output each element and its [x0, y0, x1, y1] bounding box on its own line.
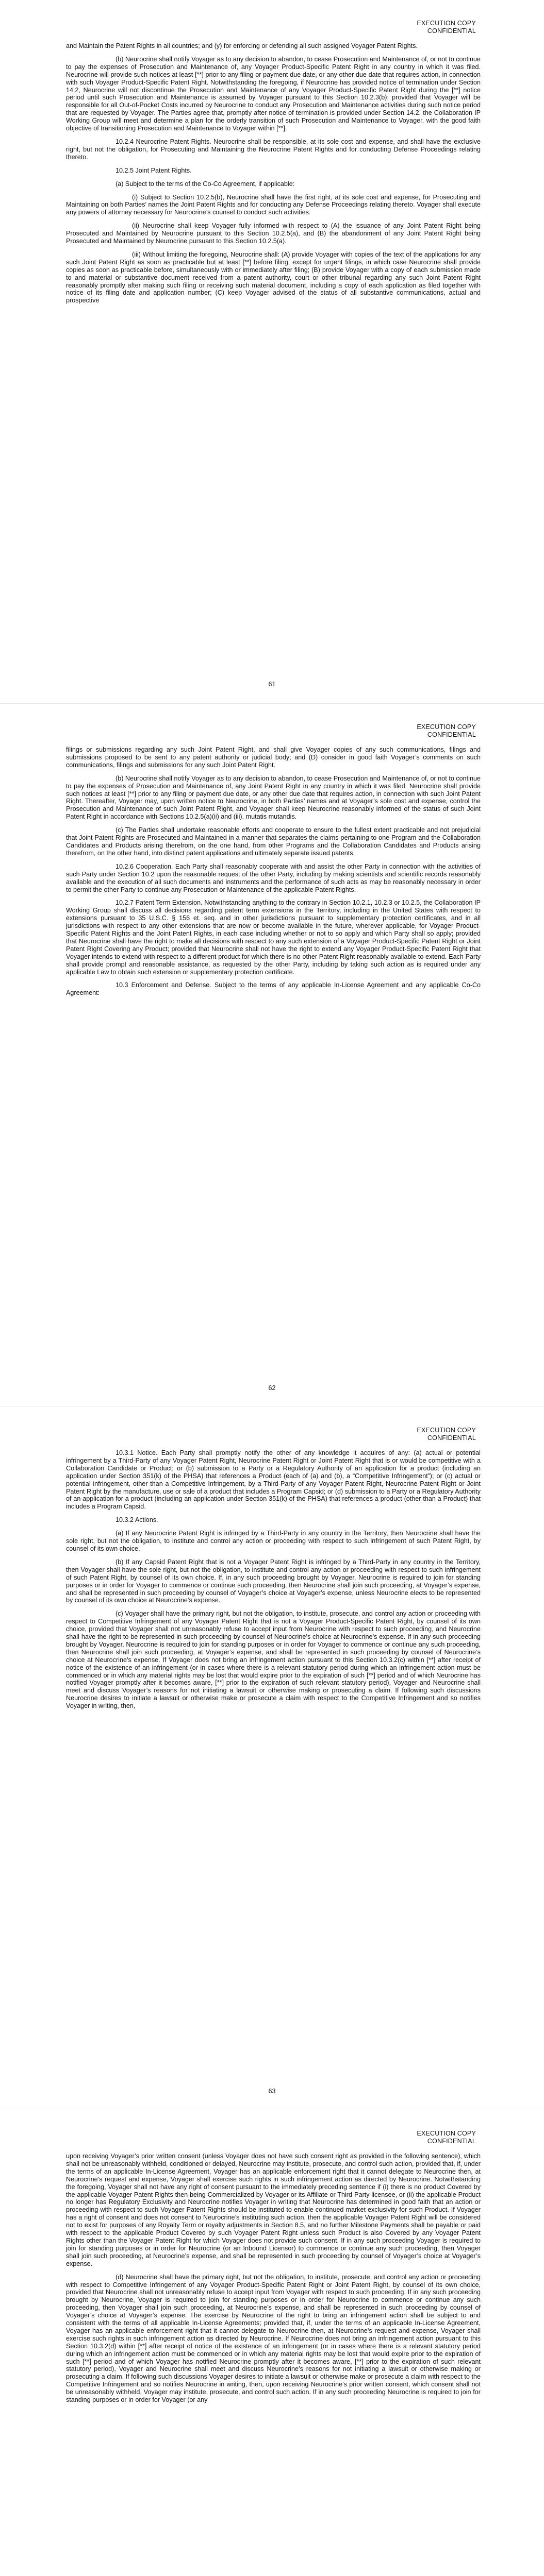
document-page-62: [0, 703, 544, 1407]
paragraph: (a) Subject to the terms of the Co-Co Agreement, if applicable:: [116, 180, 295, 188]
page-body: [66, 42, 481, 310]
paragraph: (iii) Without limiting the foregoing, Neurocrine shall: (A) provide Voyager with copies of the text of the applications for any such Joint Patent Right as soon as practicable but at least [**] before filing, except for urgent filings, in which case Neurocrine shall provide copies as soon as practicable before, simultaneously with or immediately after filing; (B) provide Voyager with a copy of each submission made to and material or substantive document received from a patent authority, court or other tribunal regarding any such Joint Patent Right reasonably promptly after making such filing or receiving such material document, including a copy of each application as filed together with notice of its filing date and application number; (C) keep Voyager advised of the status of all substantive communications, actual and prospective: [66, 250, 481, 304]
page-body: [66, 746, 481, 1003]
page-number: 61: [268, 681, 276, 688]
paragraph: (b) Neurocrine shall notify Voyager as to any decision to abandon, to cease Prosecution and Maintenance of, or not to continue to pay the expenses of Prosecution and Maintenance of, any Voyager Product-Specific Patent Right in any country in which it was filed. Neurocrine will provide such notices at least [**] prior to any filing or payment due date, or any other due date that requires action, in connection with such Voyager Product-Specific Patent Right. Notwithstanding the foregoing, if Neurocrine has provided notice of termination under Section 14.2, Neurocrine will not discontinue the Prosecution and Maintenance of any Voyager Product-Specific Patent Right during the [**] notice period until such Prosecution and Maintenance is assumed by Voyager pursuant to this Section 10.2.3(b); provided that Voyager will be responsible for all Out-of-Pocket Costs incurred by Neurocrine to conduct any Prosecution and Maintenance activities during such notice period that are requested by Voyager. The Parties agree that, promptly after notice of termination is provided under Section 14.2, the Collaboration IP Working Group will meet and determine a plan for the orderly transition of such Prosecution and Maintenance to Voyager, with the good faith objective of transitioning Prosecution and Maintenance to Voyager within [**].: [66, 55, 481, 132]
header-execution-copy: EXECUTION COPY: [417, 1427, 476, 1434]
page-header: [417, 20, 476, 35]
section-heading: 10.3 Enforcement and Defense. Subject to the terms of any applicable In-License Agreement and any applicable Co-Co Agreement:: [66, 981, 481, 997]
paragraph: 10.2.7 Patent Term Extension. Notwithstanding anything to the contrary in Section 10.2.1, 10.2.3 or 10.2.5, the Collaboration IP Working Group shall discuss all decisions regarding patent term extensions in the Territory, including in the United States with respect to extensions pursuant to 35 U.S.C. § 156 et. seq. and in other jurisdictions pursuant to supplementary protection certificates, and in all jurisdictions with respect to any other extensions that are now or become available in the future, wherever applicable, for Voyager Product-Specific Patent Rights and the Joint Patent Rights, in each case including whether or not to so apply and which Party shall so apply; provided that Neurocrine shall have the right to make all decisions with respect to any such extension of a Voyager Product-Specific Patent Right or Joint Patent Right Covering any Product; provided that Neurocrine shall not have the right to extend any Voyager Product-Specific Patent Right that Voyager intends to extend with respect to a different product for which there is no other Patent Right reasonably available to extend. Each Party shall provide prompt and reasonable assistance, as requested by the other Party, including by taking such action as is required under any applicable Law to obtain such extension or supplementary protection certificate.: [66, 899, 481, 976]
paragraph: (c) Voyager shall have the primary right, but not the obligation, to institute, prosecute, and control any action or proceeding with respect to Competitive Infringement of any Voyager Patent Right that is not a Voyager Product-Specific Patent Right, by counsel of its own choice, provided that Voyager shall not unreasonably refuse to accept input from Neurocrine with respect to such proceeding, and Neurocrine shall have the right to be represented in such proceeding by counsel of Neurocrine’s choice at Neurocrine’s expense. If in any such proceeding brought by Voyager, Neurocrine is required to join for standing purposes or in order for Voyager to commence or continue any such proceeding, then Neurocrine shall join such proceeding, at Voyager’s expense, and shall be represented in such proceeding by counsel of Neurocrine’s choice at Neurocrine’s expense. If Voyager does not bring an infringement action pursuant to this Section 10.3.2(c) within [**] after receipt of notice of the existence of an infringement (or in cases where there is a relevant statutory period during which an infringement action must be commenced or in which any material rights may be lost that would expire prior to the expiration of such [**] period and of which Neurocrine has notified Voyager promptly after it becomes aware, [**] prior to the expiration of such relevant statutory period), Voyager and Neurocrine shall meet and discuss Voyager’s reasons for not initiating a lawsuit or otherwise making or prosecuting a claim. If following such discussions Neurocrine desires to initiate a lawsuit or otherwise make or prosecute a claim with respect to the Competitive Infringement and so notifies Voyager in writing, then,: [66, 1610, 481, 1710]
header-execution-copy: EXECUTION COPY: [417, 20, 476, 27]
header-confidential: CONFIDENTIAL: [427, 2138, 476, 2145]
page-number: 63: [268, 2088, 276, 2095]
paragraph: 10.3.1 Notice. Each Party shall promptly notify the other of any knowledge it acquires of any: (a) actual or potential infringement by a Third-Party of any Voyager Patent Right, Neurocrine Patent Right or Joint Patent Right that is or would be competitive with a Collaboration Candidate or Product; or (b) submission to a Party or a Regulatory Authority of an application for a product (including an application under Section 351(k) of the PHSA) that references a Product (each of (a) and (b), a “Competitive Infringement”); or (c) actual or potential infringement, other than a Competitive Infringement, by a Third-Party of any Voyager Patent Right, Neurocrine Patent Right or Joint Patent Right by the manufacture, use or sale of a product that includes a Program Capsid; or (d) submission to a Party or a Regulatory Authority of an application for a product (including an application under Section 351(k) of the PHSA) that references a product (other than a Product) that includes a Program Capsid.: [66, 1449, 481, 1511]
page-header: [417, 2130, 476, 2145]
paragraph: (b) Neurocrine shall notify Voyager as to any decision to abandon, to cease Prosecution and Maintenance of, or not to continue to pay the expenses of Prosecution and Maintenance of, any Joint Patent Right in any country in which it was filed. Neurocrine shall provide such notices at least [**] prior to any filing or payment due date, or any other due date that requires action, in connection with such Joint Patent Right. Thereafter, Voyager may, upon written notice to Neurocrine, in both Parties’ names and at Voyager’s sole cost and expense, control the Prosecution and Maintenance of such Joint Patent Right, and Voyager shall keep Neurocrine reasonably informed of the status of such Joint Patent Right in accordance with Sections 10.2.5(a)(ii) and (iii), mutatis mutandis.: [66, 774, 481, 821]
paragraph: and Maintain the Patent Rights in all countries; and (y) for enforcing or defending all such assigned Voyager Patent Rights.: [66, 42, 418, 49]
paragraph: (i) Subject to Section 10.2.5(b), Neurocrine shall have the first right, at its sole cost and expense, for Prosecuting and Maintaining on both Parties’ names the Joint Patent Rights and for conducting any Defense Proceedings relating thereto. Voyager shall execute any powers of attorney necessary for Neurocrine’s counsel to conduct such activities.: [66, 193, 481, 216]
paragraph: (a) If any Neurocrine Patent Right is infringed by a Third-Party in any country in the Territory, then Neurocrine shall have the sole right, but not the obligation, to institute and control any action or proceeding with respect to such infringement of such Patent Right, by counsel of its own choice.: [66, 1530, 481, 1552]
paragraph: upon receiving Voyager’s prior written consent (unless Voyager does not have such consent right as provided in the following sentence), which shall not be unreasonably withheld, conditioned or delayed, Neurocrine may institute, prosecute, and control such action, provided that, if, under the terms of an applicable In-License Agreement, Voyager has an applicable enforcement right that it cannot delegate to Neurocrine then, at Neurocrine’s request and expense, Voyager shall exercise such rights in such infringement action as directed by Neurocrine. Notwithstanding the foregoing, Voyager shall not have any right of consent pursuant to the immediately preceding sentence if (i) there is no product Covered by the applicable Voyager Patent Rights then being Commercialized by Voyager or its Affiliate or Third-Party licensee, or (ii) the applicable Product no longer has Regulatory Exclusivity and Neurocrine notifies Voyager in writing that Neurocrine has determined in good faith that an action or proceeding with respect to such Voyager Patent Rights should be instituted to enable continued market exclusivity for such Product. If Voyager has a right of consent and does not consent to Neurocrine’s instituting such action, then the applicable Voyager Patent Right will be considered not to exist for purposes of any Royalty Term or royalty adjustments in Section 8.5, and no further Milestone Payments shall be payable or paid with respect to the applicable Product Covered by such Voyager Patent Right unless such Product is also Covered by any Voyager Patent Rights other than the Voyager Patent Right for which Voyager does not provide such consent. If in any such proceeding Voyager is required to join for standing purposes or in order for Neurocrine (or an Inbound Licensor) to commence or continue any such proceeding, then Voyager shall join such proceeding, at Neurocrine’s expense, and shall be represented in such proceeding by counsel of Voyager’s choice at Voyager’s expense.: [66, 2153, 481, 2267]
section-heading: 10.2.5 Joint Patent Rights.: [116, 166, 192, 174]
document-page-61: [0, 0, 544, 703]
page-number: 62: [268, 1384, 276, 1392]
section-heading: 10.3.2 Actions.: [116, 1516, 158, 1524]
page-header: [417, 723, 476, 739]
paragraph: (d) Neurocrine shall have the primary right, but not the obligation, to institute, prosecute, and control any action or proceeding with respect to Competitive Infringement of any Voyager Product-Specific Patent Right or Joint Patent Right, by counsel of its own choice, provided that Neurocrine shall not unreasonably refuse to accept input from Voyager with respect to such proceeding. If in any such proceeding brought by Neurocrine, Voyager is required to join for standing purposes or in order for Neurocrine to commence or continue any such proceeding, then Voyager shall join such proceeding, at Neurocrine’s expense, and shall be represented in such proceeding by counsel of Voyager’s choice at Voyager’s expense. The exercise by Neurocrine of the right to bring an infringement action shall be subject to and consistent with the terms of all applicable In-License Agreements; provided that, if, under the terms of an applicable In-License Agreement, Voyager has an applicable enforcement right that it cannot delegate to Neurocrine then, at Neurocrine’s request and expense, Voyager shall exercise such rights in such infringement action as directed by Neurocrine. If Neurocrine does not bring an infringement action pursuant to this Section 10.3.2(d) within [**] after receipt of notice of the existence of an infringement (or in cases where there is a relevant statutory period during which an infringement action must be commenced or in which any material rights may be lost that would expire prior to the expiration of such [**] period and of which Voyager has notified Neurocrine promptly after it becomes aware, [**] prior to the expiration of such relevant statutory period), Voyager and Neurocrine shall meet and discuss Neurocrine’s reasons for not initiating a lawsuit or otherwise making or prosecuting a claim. If following such discussions Voyager desires to initiate a lawsuit or otherwise make or prosecute a claim with respect to the Competitive Infringement and so notifies Neurocrine in writing, then, upon receiving Neurocrine’s prior written consent, which consent shall not be unreasonably withheld, Voyager may institute, prosecute, and control such action. If in any such proceeding Neurocrine is required to join for standing purposes or in order for Voyager (or any: [66, 2273, 481, 2404]
paragraph: filings or submissions regarding any such Joint Patent Right, and shall give Voyager copies of any such communications, filings and submissions proposed to be sent to any patent authority or judicial body; and (D) consider in good faith Voyager’s comments on such communications, filings and submissions for any such Joint Patent Right.: [66, 746, 481, 769]
paragraph: (ii) Neurocrine shall keep Voyager fully informed with respect to (A) the issuance of any Joint Patent Right being Prosecuted and Maintained by Neurocrine pursuant to this Section 10.2.5(a), and (B) the abandonment of any Joint Patent Right being Prosecuted and Maintained by Neurocrine pursuant to this Section 10.2.5(a).: [66, 222, 481, 245]
document-page-63: [0, 1406, 544, 2110]
header-confidential: CONFIDENTIAL: [427, 27, 476, 35]
header-confidential: CONFIDENTIAL: [427, 1434, 476, 1442]
page-body: [66, 1449, 481, 1716]
header-execution-copy: EXECUTION COPY: [417, 2130, 476, 2137]
header-execution-copy: EXECUTION COPY: [417, 723, 476, 731]
paragraph: (c) The Parties shall undertake reasonable efforts and cooperate to ensure to the fullest extent practicable and not prejudicial that Joint Patent Rights are Prosecuted and Maintained in a manner that separates the claims pertaining to one Program and the Collaboration Candidates and Products arising therefrom, on the one hand, from other Programs and the Collaboration Candidates and Products arising therefrom, on the other hand, into distinct patent applications and ultimately separate issued patents.: [66, 826, 481, 857]
page-header: [417, 1427, 476, 1442]
paragraph: (b) If any Capsid Patent Right that is not a Voyager Patent Right is infringed by a Third-Party in any country in the Territory, then Voyager shall have the sole right, but not the obligation, to institute and control any action or proceeding with respect to such infringement of such Patent Right, by counsel of its own choice. If, in any such proceeding brought by Voyager, Neurocrine is required to join for standing purposes or in order for Voyager to commence or continue such proceeding, then Neurocrine shall join such proceeding, at Voyager’s expense, and shall be represented in such proceeding by counsel of Voyager’s choice at Voyager’s expense, unless Neurocrine elects to be represented by counsel of its own choice at Neurocrine’s expense.: [66, 1558, 481, 1604]
paragraph: 10.2.4 Neurocrine Patent Rights. Neurocrine shall be responsible, at its sole cost and expense, and shall have the exclusive right, but not the obligation, for Prosecuting and Maintaining the Neurocrine Patent Rights and for conducting Defense Proceedings relating thereto.: [66, 138, 481, 161]
header-confidential: CONFIDENTIAL: [427, 731, 476, 738]
page-body: [66, 2153, 481, 2410]
document-page-64: [0, 2110, 544, 2576]
paragraph: 10.2.6 Cooperation. Each Party shall reasonably cooperate with and assist the other Party in connection with the activities of such Party under Section 10.2 upon the reasonable request of the other Party, including by making scientists and scientific records reasonably available and the execution of all such documents and instruments and the performance of such acts as may be reasonably necessary in order to permit the other Party to continue any Prosecution or Maintenance of the applicable Patent Rights.: [66, 862, 481, 893]
